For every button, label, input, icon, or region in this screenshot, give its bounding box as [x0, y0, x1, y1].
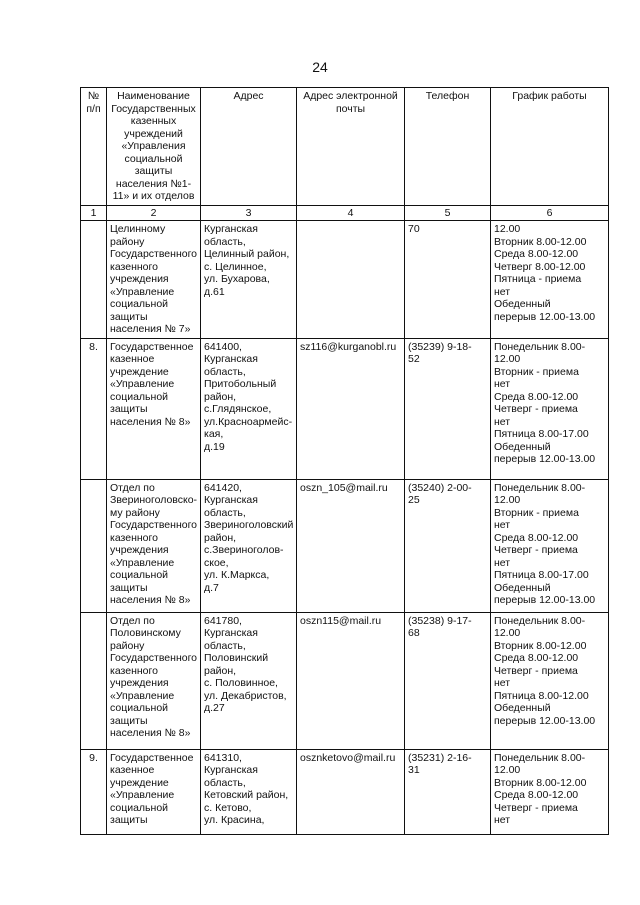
- institution-address: 641420, Курганская область, Звериноголовский район, с.Звериноголов- ское, ул. К.Маркса, д.7: [201, 479, 297, 612]
- institution-schedule: Понедельник 8.00- 12.00 Вторник - приема нет Среда 8.00-12.00 Четверг - приема нет Пятница 8.00-17.00 Обеденный перерыв 12.00-13.00: [491, 338, 609, 479]
- institution-address: Курганская область, Целинный район, с. Целинное, ул. Бухарова, д.61: [201, 221, 297, 339]
- institution-email: oszn_105@mail.ru: [297, 479, 405, 612]
- institution-email: osznketovo@mail.ru: [297, 749, 405, 834]
- institution-email: [297, 221, 405, 339]
- institution-schedule: Понедельник 8.00- 12.00 Вторник - приема нет Среда 8.00-12.00 Четверг - приема нет Пятница 8.00-17.00 Обеденный перерыв 12.00-13.00: [491, 479, 609, 612]
- institution-phone: (35231) 2-16- 31: [405, 749, 491, 834]
- page-number: 24: [312, 59, 328, 75]
- header-row: [81, 88, 609, 206]
- column-number: 4: [297, 205, 405, 221]
- institutions-table: [80, 87, 609, 835]
- row-number: 9.: [81, 749, 107, 834]
- column-number: 5: [405, 205, 491, 221]
- table-row: [81, 749, 609, 834]
- column-number: 2: [107, 205, 201, 221]
- institution-phone: (35239) 9-18- 52: [405, 338, 491, 479]
- header-schedule: График работы: [491, 88, 609, 206]
- institution-name: Целинному району Государственного казенного учреждения «Управление социальной защиты населения № 7»: [107, 221, 201, 339]
- row-number: [81, 221, 107, 339]
- institution-phone: (35238) 9-17- 68: [405, 612, 491, 749]
- institution-schedule: Понедельник 8.00- 12.00 Вторник 8.00-12.00 Среда 8.00-12.00 Четверг - приема нет Пятница 8.00-12.00 Обеденный перерыв 12.00-13.00: [491, 612, 609, 749]
- column-numbers-row: [81, 205, 609, 221]
- institution-schedule: Понедельник 8.00- 12.00 Вторник 8.00-12.00 Среда 8.00-12.00 Четверг - приема нет: [491, 749, 609, 834]
- institution-name: Отдел по Половинскому району Государственного казенного учреждения «Управление социальной защиты населения № 8»: [107, 612, 201, 749]
- institution-address: 641780, Курганская область, Половинский район, с. Половинное, ул. Декабристов, д.27: [201, 612, 297, 749]
- row-number: 8.: [81, 338, 107, 479]
- row-number: [81, 479, 107, 612]
- institution-address: 641310, Курганская область, Кетовский район, с. Кетово, ул. Красина,: [201, 749, 297, 834]
- institution-name: Государственное казенное учреждение «Управление социальной защиты населения № 8»: [107, 338, 201, 479]
- table-row: [81, 338, 609, 479]
- institution-address: 641400, Курганская область, Притобольный район, с.Глядянское, ул.Красноармейс- кая, д.19: [201, 338, 297, 479]
- institution-phone: 70: [405, 221, 491, 339]
- table-row: [81, 612, 609, 749]
- header-phone: Телефон: [405, 88, 491, 206]
- column-number: 3: [201, 205, 297, 221]
- institution-phone: (35240) 2-00- 25: [405, 479, 491, 612]
- column-number: 6: [491, 205, 609, 221]
- column-number: 1: [81, 205, 107, 221]
- row-number: [81, 612, 107, 749]
- institution-schedule: 12.00 Вторник 8.00-12.00 Среда 8.00-12.00 Четверг 8.00-12.00 Пятница - приема нет Обеденный перерыв 12.00-13.00: [491, 221, 609, 339]
- table-row: [81, 221, 609, 339]
- header-email: Адрес электронной почты: [297, 88, 405, 206]
- institution-name: Государственное казенное учреждение «Управление социальной защиты: [107, 749, 201, 834]
- header-name: Наименование Государственных казенных учреждений «Управления социальной защиты населения №1- 11» и их отделов: [107, 88, 201, 206]
- header-num: № п/п: [81, 88, 107, 206]
- institution-email: sz116@kurganobl.ru: [297, 338, 405, 479]
- institution-email: oszn115@mail.ru: [297, 612, 405, 749]
- header-address: Адрес: [201, 88, 297, 206]
- table-row: [81, 479, 609, 612]
- institution-name: Отдел по Звериноголовско- му району Государственного казенного учреждения «Управление социальной защиты населения № 8»: [107, 479, 201, 612]
